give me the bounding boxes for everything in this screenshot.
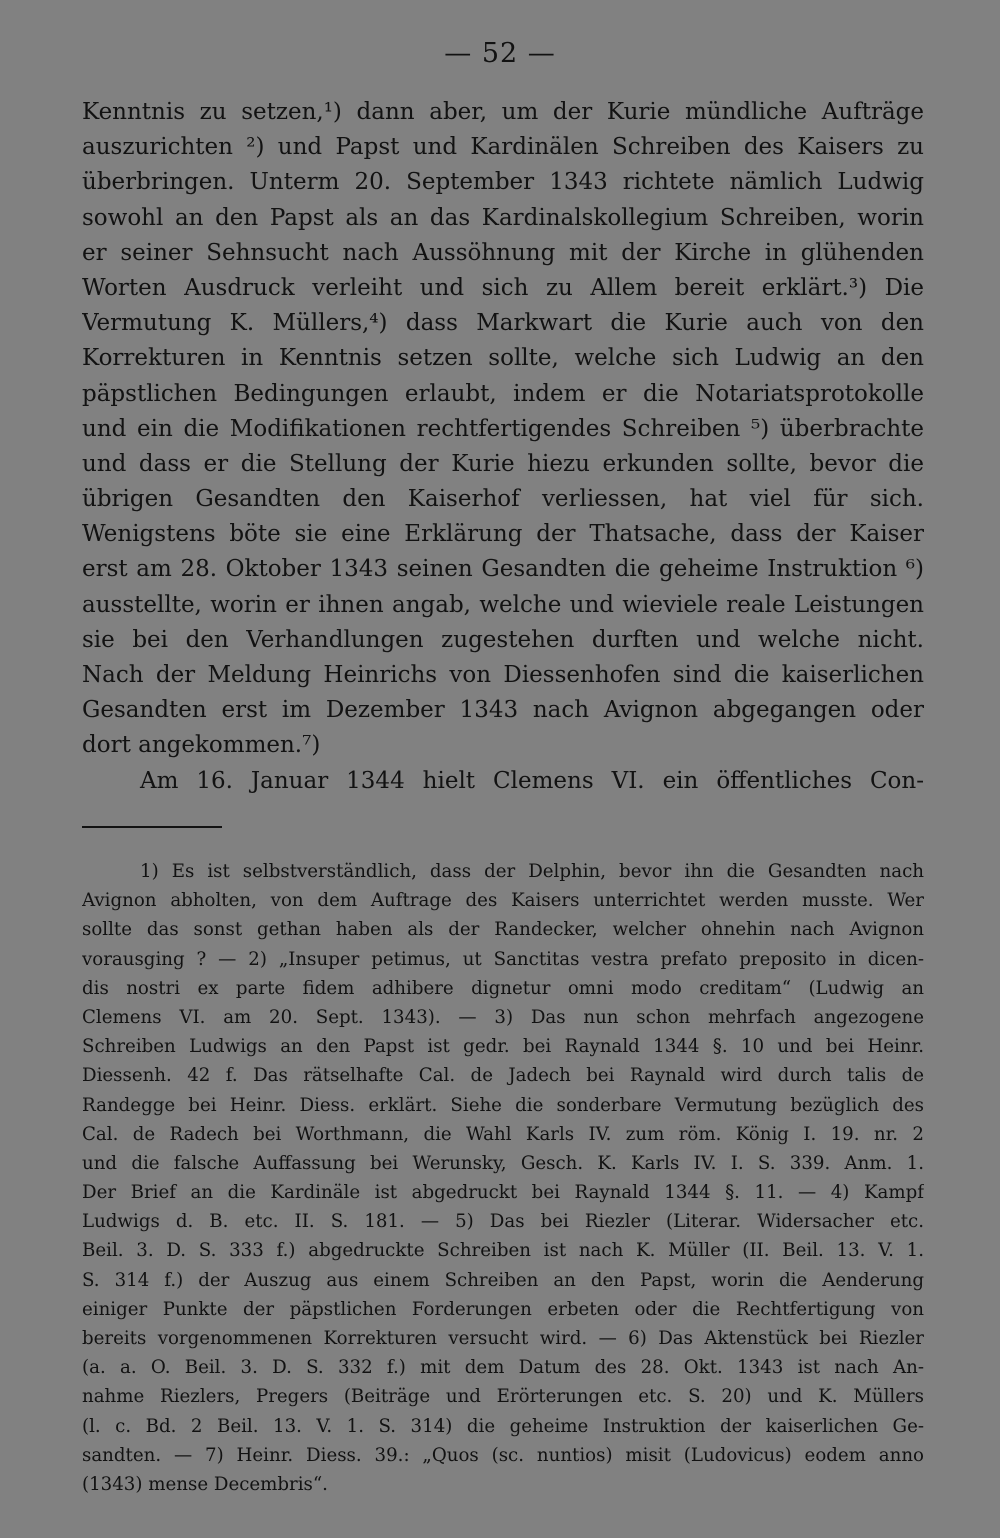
text-line: dort angekommen.⁷) [82,732,321,759]
paragraph-start-line: Am 16. Januar 1344 hielt Clemens VI. ein öffentliches Con- [140,767,924,794]
footnote-line: (1343) mense Decembris“. [82,1473,328,1495]
text-line: erst am 28. Oktober 1343 seinen Gesandten die geheime Instruktion ⁶) [82,556,924,583]
text-line: überbringen. Unterm 20. September 1343 richtete nämlich Ludwig [82,169,924,196]
text-line: Vermutung K. Müllers,⁴) dass Markwart die Kurie auch von den [82,310,924,337]
footnote-line: Schreiben Ludwigs an den Papst ist gedr. bei Raynald 1344 §. 10 und bei Heinr. [82,1036,924,1058]
footnotes [82,857,924,1499]
footnote-line: vorausging ? — 2) „Insuper petimus, ut Sanctitas vestra prefato preposito in dicen- [82,948,924,970]
footnote-line: dis nostri ex parte fidem adhibere dignetur omni modo creditam“ (Ludwig an [82,977,924,999]
footnote-line: Clemens VI. am 20. Sept. 1343). — 3) Das nun schon mehrfach angezogene [82,1006,924,1028]
footnote-line: Cal. de Radech bei Worthmann, die Wahl Karls IV. zum röm. König I. 19. nr. 2 [82,1123,924,1145]
footnote-line: Beil. 3. D. S. 333 f.) abgedruckte Schreiben ist nach K. Müller (II. Beil. 13. V. 1. [82,1240,924,1262]
footnote-line: Ludwigs d. B. etc. II. S. 181. — 5) Das bei Riezler (Literar. Widersacher etc. [82,1211,924,1233]
footnote-line: sandten. — 7) Heinr. Diess. 39.: „Quos (sc. nuntios) misit (Ludovicus) eodem anno [82,1444,924,1466]
text-line: und dass er die Stellung der Kurie hiezu erkunden sollte, bevor die [82,450,924,477]
footnote-line: Diessenh. 42 f. Das rätselhafte Cal. de Jadech bei Raynald wird durch talis de [82,1065,924,1087]
text-line: Wenigstens böte sie eine Erklärung der Thatsache, dass der Kaiser [82,521,924,548]
text-line: Gesandten erst im Dezember 1343 nach Avignon abgegangen oder [82,697,924,724]
page-number: — 52 — [444,38,556,69]
footnote-line: (l. c. Bd. 2 Beil. 13. V. 1. S. 314) die geheime Instruktion der kaiserlichen Ge- [82,1415,924,1437]
footnote-line: bereits vorgenommenen Korrekturen versucht wird. — 6) Das Aktenstück bei Riezler [82,1328,924,1349]
text-line: ausstellte, worin er ihnen angab, welche und wieviele reale Leistungen [82,591,924,618]
footnote-line: Randegge bei Heinr. Diess. erklärt. Siehe die sonderbare Vermutung bezüglich des [82,1094,924,1116]
text-line: und ein die Modifikationen rechtfertigendes Schreiben ⁵) überbrachte [82,415,924,442]
main-text [82,95,924,799]
footnote-separator [82,826,222,828]
text-line: Worten Ausdruck verleiht und sich zu Allem bereit erklärt.³) Die [82,274,924,301]
footnote-line: Avignon abholten, von dem Auftrage des Kaisers unterrichtet werden musste. Wer [82,890,924,912]
footnote-line: S. 314 f.) der Auszug aus einem Schreiben an den Papst, worin die Aenderung [82,1269,924,1291]
footnote-line: 1) Es ist selbstverständlich, dass der Delphin, bevor ihn die Gesandten nach [140,861,924,882]
footnote-line: nahme Riezlers, Pregers (Beiträge und Erörterungen etc. S. 20) und K. Müllers [82,1386,924,1408]
text-line: auszurichten ²) und Papst und Kardinälen Schreiben des Kaisers zu [82,134,924,161]
text-line: päpstlichen Bedingungen erlaubt, indem er die Notariatsprotokolle [82,380,924,407]
footnote-line: sollte das sonst gethan haben als der Randecker, welcher ohnehin nach Avignon [82,919,924,941]
text-line: sowohl an den Papst als an das Kardinalskollegium Schreiben, worin [82,204,924,231]
text-line: Korrekturen in Kenntnis setzen sollte, welche sich Ludwig an den [82,345,924,372]
footnote-line: Der Brief an die Kardinäle ist abgedruckt bei Raynald 1344 §. 11. — 4) Kampf [82,1182,924,1204]
text-line: er seiner Sehnsucht nach Aussöhnung mit der Kirche in glühenden [82,239,924,266]
text-line: übrigen Gesandten den Kaiserhof verliessen, hat viel für sich. [82,486,924,513]
footnote-line: einiger Punkte der päpstlichen Forderungen erbeten oder die Rechtfertigung von [82,1298,924,1320]
text-line: sie bei den Verhandlungen zugestehen durften und welche nicht. [82,626,924,653]
footnote-line: (a. a. O. Beil. 3. D. S. 332 f.) mit dem Datum des 28. Okt. 1343 ist nach An- [82,1357,924,1379]
text-line: Nach der Meldung Heinrichs von Diessenhofen sind die kaiserlichen [82,662,924,688]
text-line: Kenntnis zu setzen,¹) dann aber, um der Kurie mündliche Aufträge [82,99,924,125]
footnote-line: und die falsche Auffassung bei Werunsky, Gesch. K. Karls IV. I. S. 339. Anm. 1. [82,1152,924,1174]
